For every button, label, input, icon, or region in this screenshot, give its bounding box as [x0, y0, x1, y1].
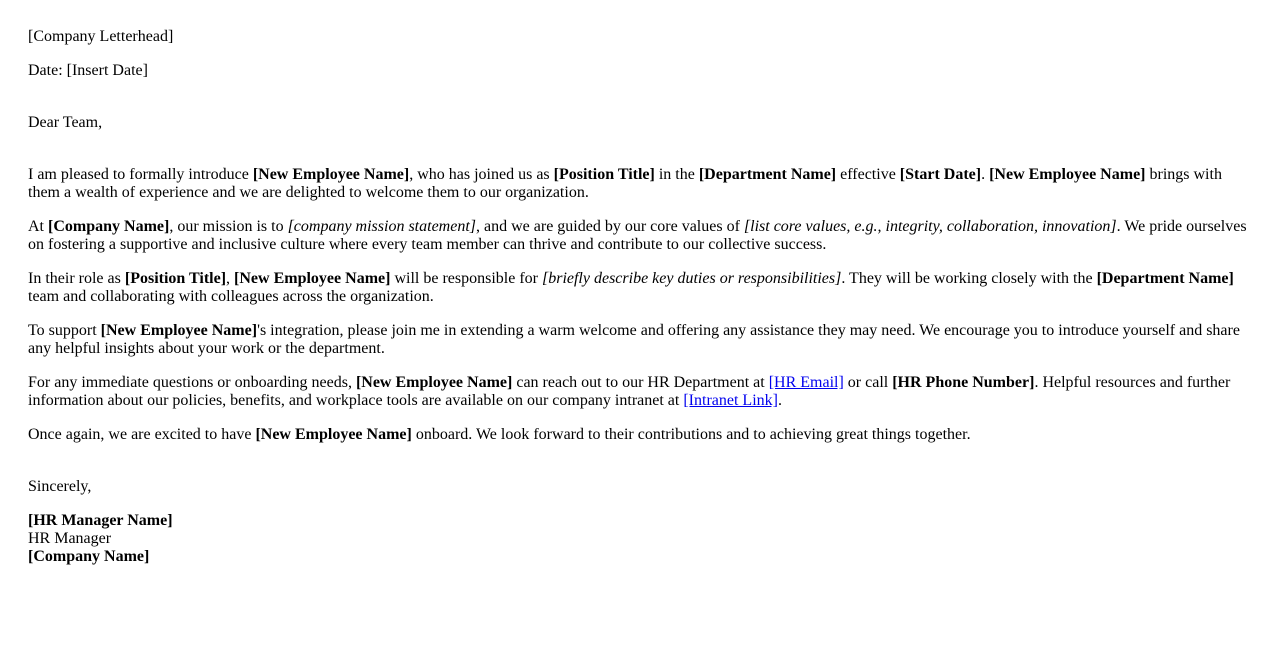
paragraph-contact: [28, 374, 1250, 410]
text: . We pride ourselves on fostering a supportive and inclusive culture where every team member can thrive and contribute to our collective success.: [28, 218, 1247, 253]
paragraph-mission: [28, 218, 1250, 254]
signature-name: [HR Manager Name]: [28, 512, 173, 529]
text: brings with them a wealth of experience and we are delighted to welcome them to our organization.: [28, 166, 1222, 201]
paragraph-closing: [28, 426, 1250, 444]
placeholder-employee-name: [New Employee Name]: [100, 322, 258, 339]
text: in the: [654, 166, 699, 183]
text: For any immediate questions or onboarding needs,: [28, 374, 356, 391]
text: ,: [226, 270, 235, 287]
text: , and we are guided by our core values of: [476, 218, 744, 235]
placeholder-employee-name: [New Employee Name]: [255, 426, 412, 443]
text: can reach out to our HR Department at: [512, 374, 769, 391]
text: onboard. We look forward to their contributions and to achieving great things together.: [411, 426, 971, 443]
placeholder-employee-name: [New Employee Name]: [989, 166, 1146, 183]
paragraph-role: [28, 270, 1250, 306]
text: , our mission is to: [169, 218, 288, 235]
hr-email-link[interactable]: [HR Email]: [768, 374, 844, 391]
spacer: [28, 96, 1250, 114]
text: , who has joined us as: [409, 166, 554, 183]
text: At: [28, 218, 48, 235]
text: effective: [836, 166, 900, 183]
text: .: [777, 392, 782, 409]
letter-body: [28, 28, 1250, 582]
spacer: [28, 460, 1250, 478]
placeholder-department-name: [Department Name]: [698, 166, 837, 183]
placeholder-employee-name: [New Employee Name]: [234, 270, 391, 287]
text: team and collaborating with colleagues across the organization.: [28, 288, 434, 305]
closing-salutation: Sincerely,: [28, 478, 92, 495]
intranet-link[interactable]: [Intranet Link]: [683, 392, 778, 409]
placeholder-core-values: [list core values, e.g., integrity, collaboration, innovation]: [743, 218, 1117, 235]
greeting: Dear Team,: [28, 114, 103, 131]
text: or call: [843, 374, 893, 391]
text: . Helpful resources and further information about our policies, benefits, and workplace tools are available on our company intranet at: [28, 374, 1231, 409]
placeholder-position-title: [Position Title]: [124, 270, 227, 287]
text: .: [981, 166, 990, 183]
text: . They will be working closely with the: [841, 270, 1097, 287]
signature-company: [Company Name]: [28, 548, 150, 565]
placeholder-department-name: [Department Name]: [1096, 270, 1234, 287]
signature-title: HR Manager: [28, 530, 112, 547]
paragraph-support: [28, 322, 1250, 358]
placeholder-hr-phone: [HR Phone Number]: [892, 374, 1035, 391]
placeholder-position-title: [Position Title]: [553, 166, 655, 183]
spacer: [28, 148, 1250, 166]
text: To support: [28, 322, 101, 339]
placeholder-start-date: [Start Date]: [899, 166, 982, 183]
text: Once again, we are excited to have: [28, 426, 256, 443]
paragraph-introduction: [28, 166, 1250, 202]
placeholder-employee-name: [New Employee Name]: [355, 374, 513, 391]
placeholder-mission-statement: [company mission statement]: [287, 218, 476, 235]
text: In their role as: [28, 270, 125, 287]
placeholder-employee-name: [New Employee Name]: [252, 166, 410, 183]
placeholder-company-name: [Company Name]: [48, 218, 170, 235]
text: will be responsible for: [390, 270, 542, 287]
text: 's integration, please join me in extending a warm welcome and offering any assistance they may need. We encourage you to introduce yourself and share any helpful insights about your work or the department.: [28, 322, 1240, 357]
text: I am pleased to formally introduce: [28, 166, 253, 183]
placeholder-key-duties: [briefly describe key duties or responsibilities]: [541, 270, 842, 287]
letter-date: Date: [Insert Date]: [28, 62, 148, 79]
signature-block: [28, 512, 1250, 566]
company-letterhead: [Company Letterhead]: [28, 28, 174, 45]
